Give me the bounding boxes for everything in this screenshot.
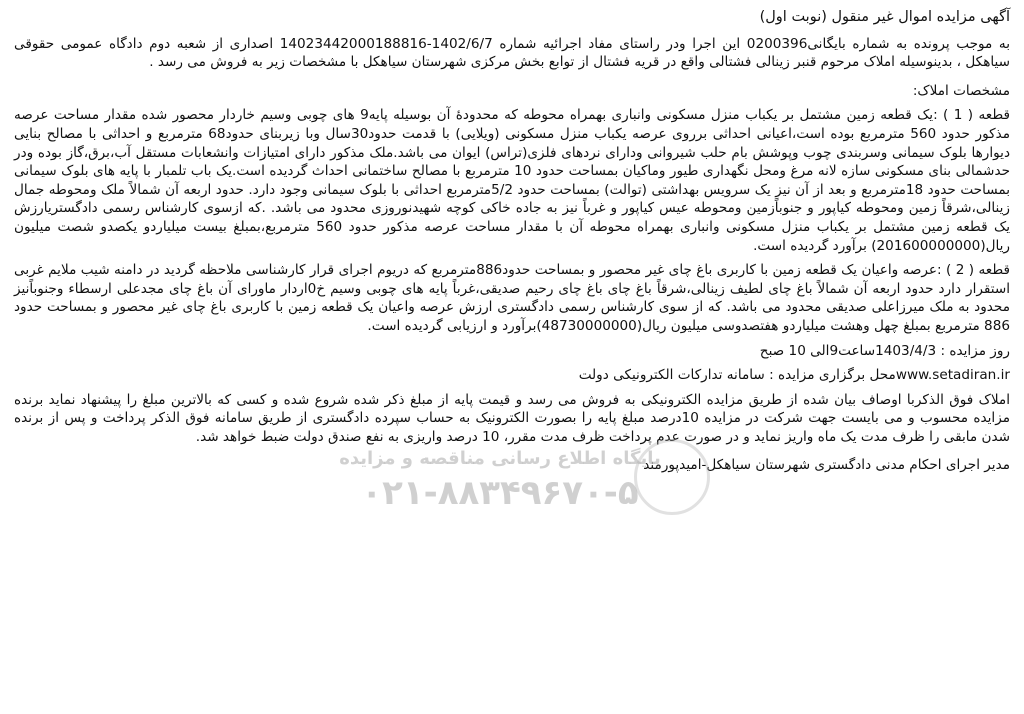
auction-venue: www.setadiran.irمحل برگزاری مزایده : سامانه تدارکات الکترونیکی دولت (578, 367, 1010, 384)
parcel-2-paragraph: قطعه ( 2 ) :عرصه واعیان یک قطعه زمین با کاربری باغ چای غیر محصور و بمساحت حدود886مترمربع که دریوم اجرای قرار کارشناسی ملاحظه گردید در دامنه شیب ملایم غربی استقرار دارد حدود اربعه آن شمالاً باغ چای لطیف زینالی،شرقاً باغ چای باغ چای رحیم صدیقی،غرباً پایه های چوبی وسیم خ0اردار ماورای آن باغ چای مجدعلی ارسطاء وجنوباًنیز محدود به ملک میرزاعلی صدیقی محدود می باشد. که از سوی کارشناس رسمی دادگستری ارزش عرصه واعیان یک قطعه زمین با کاربری باغ چای غیر محصور و بمساحت حدود 886 مترمربع بمبلغ چهل وهشت میلیاردو هفتصدوسی میلیون ریال(48730000000)برآورد و ارزیابی گردیده است. (14, 262, 1010, 334)
notice-title: آگهی مزایده اموال غیر منقول (نوبت اول) (759, 9, 1010, 25)
watermark-phone: ۰۲۱-۸۸۳۴۹۶۷۰-۵ (361, 473, 639, 513)
specs-heading: مشخصات املاک: (912, 82, 1010, 99)
conditions-paragraph: املاک فوق الذکربا اوصاف بیان شده از طریق مزایده الکترونیکی به فروش می رسد و قیمت پایه از مبلغ ذکر شده شروع شده و کسی که بالاترین مبلغ را پیشنهاد نماید برنده مزایده محسوب و می بایست جهت شرکت در مزایده 10درصد مبلغ پایه را بصورت الکترونیک به حساب سپرده دادگستری از طریق سامانه فوق الذکر پرداخت و پس از برنده شدن مابقی را ظرف مدت یک ماه واریز نماید و در صورت عدم پرداخت ظرف مدت مقرر، 10 درصد واریزی به نفع صندق دولت ضبط خواهد شد. (14, 391, 1010, 445)
intro-paragraph: به موجب پرونده به شماره بایگانی0200396 این اجرا ودر راستای مفاد اجرائیه شماره 1402/6/7-14023442000188816 اصداری از شعبه دوم دادگاه عمومی حقوقی سیاهکل ، بدینوسیله املاک مرحوم قنبر زینالی فشتالی واقع در قریه فشتال از توابع بخش مرکزی شهرستان سیاهکل با مشخصات زیر به فروش می رسد . (14, 35, 1010, 71)
watermark-name: پایگاه اطلاع رسانی مناقصه و مزایده (339, 448, 661, 469)
spacer (14, 72, 1010, 82)
auction-date: روز مزایده : 1403/4/3ساعت9الی 10 صبح (759, 342, 1010, 359)
parcel-1-paragraph: قطعه ( 1 ) :یک قطعه زمین مشتمل بر یکباب منزل مسکونی وانباری بهمراه محوطه که محدودهٔ آن بوسیله پایه9 های چوبی وسیم خاردار محصور شده مقدار مساحت عرصه مذکور حدود 560 مترمربع بوده است،اعیانی احداثی برروی عرصه یکباب منزل مسکونی (ویلایی) با قدمت حدود30سال وبا زیربنای حدود68 مترمربع و احداثی با مصالح بنایی دیوارها بلوک سیمانی وسربندی چوب وپوشش بام حلب شیروانی ودارای نردهای فلزی(تراس) ایوان می باشد.ملک مذکور دارای امتیازات وانشعابات مستقل آب،برق،گاز بوده ودر حدشمالی بنای مسکونی سازه لانه مرغ ومحل نگهداری طیور وماکیان بمساحت حدود 10 مترمربع با مصالح ساختمانی احداث گردیده است.یک باب تلمبار با پایه های بلوک سیمانی بمساحت حدود 18مترمربع و بعد از آن نیز یک سرویس بهداشتی (توالت) بمساحت حدود 5/2مترمربع احداثی با بلوک سیمانی وجود دارد. حدود اربعه آن شمالاً ملک ومحوطه جمال زینالی،شرقاً زمین ومحوطه کیاپور و جنوباًزمین ومحوطه عیس کیاپور و غرباً نیز به جاده خاکی کوچه شهیدنوروزی محدود می باشد. .که ازسوی کارشناس رسمی دادگستریارزش یک قطعه زمین مشتمل بر یکباب منزل مسکونی وانباری بهمراه محوطه آن با مقدار مساحت عرصه مذکور حدود 560 مترمربع،بمبلغ بیست میلیاردو یکصدو شصت میلیون ریال(201600000000) برآورد گردیده است. (14, 107, 1011, 254)
spacer (14, 446, 1010, 456)
signature-line: مدیر اجرای احکام مدنی دادگستری شهرستان سیاهکل-امیدپورمند (643, 457, 1010, 474)
